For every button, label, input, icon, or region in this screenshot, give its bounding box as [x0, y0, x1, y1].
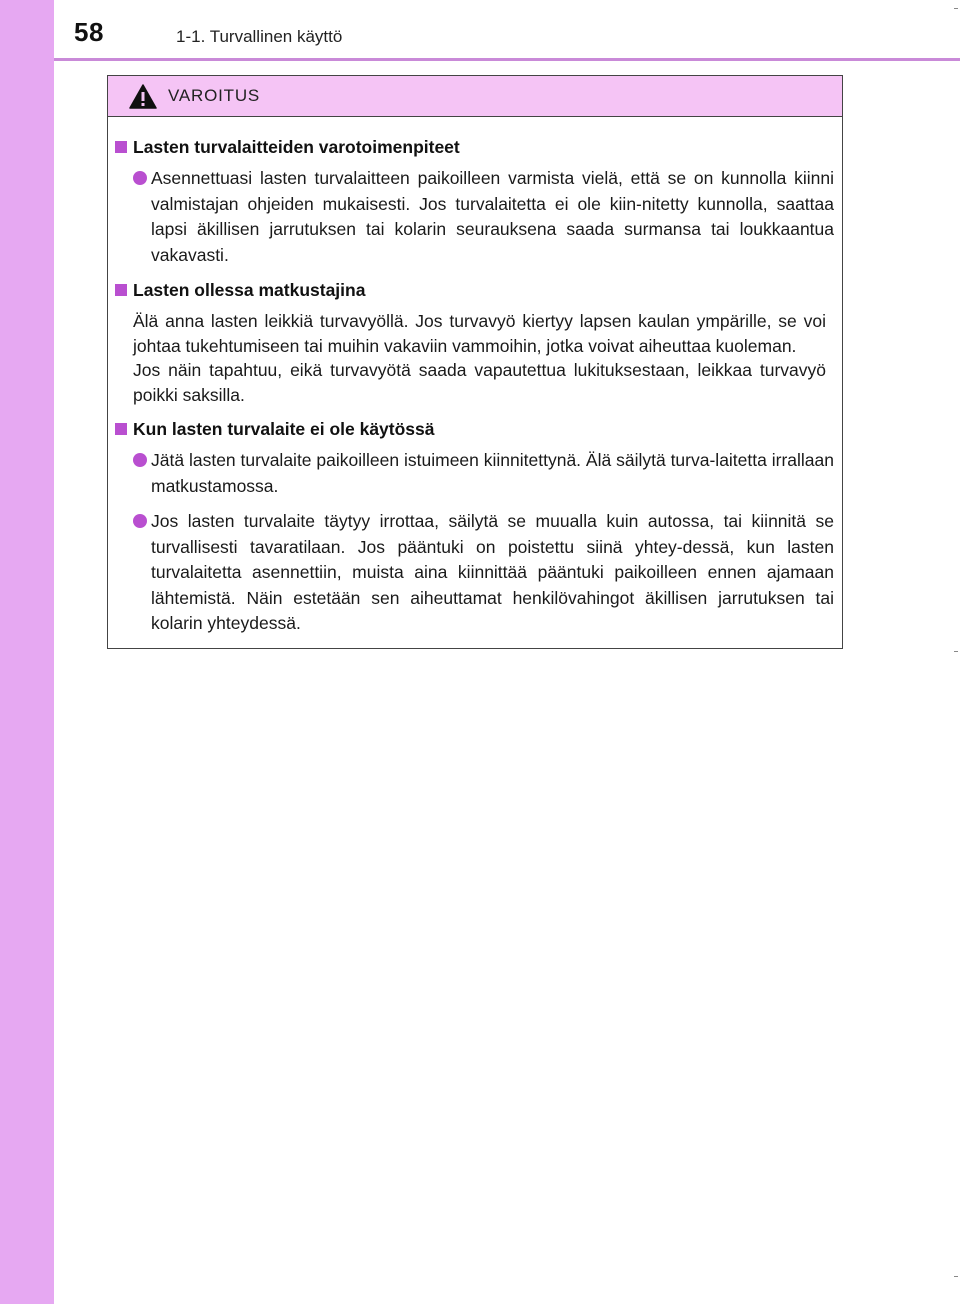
warning-label: VAROITUS: [168, 86, 261, 105]
crop-mark: [954, 651, 958, 652]
crop-mark: [954, 1276, 958, 1277]
warning-header: [108, 76, 842, 117]
paragraph: Älä anna lasten leikkiä turvavyöllä. Jos turvavyö kiertyy lapsen kaulan ympärille, se voi johtaa tukehtumiseen tai muihin vakaviin vammoihin, jotka voivat aiheuttaa kuoleman.: [133, 311, 826, 356]
section-title: 1-1. Turvallinen käyttö: [176, 27, 343, 46]
header-rule: [54, 58, 960, 61]
section-heading: Lasten ollessa matkustajina: [108, 278, 842, 302]
section-heading: Lasten turvalaitteiden varotoimenpiteet: [108, 135, 842, 159]
bullet-item: Asennettuasi lasten turvalaitteen paikoilleen varmista vielä, että se on kunnolla kiinni valmistajan ohjeiden mukaisesti. Jos turvalaitetta ei ole kiin-nitetty kunnolla, saattaa lapsi äkillisen jarrutuksen tai kolarin seurauksena saada surmansa tai loukkaantua vakavasti.: [108, 166, 842, 268]
crop-mark: [954, 8, 958, 9]
warning-content: [108, 117, 842, 637]
bullet-item: Jos lasten turvalaite täytyy irrottaa, säilytä se muualla kuin autossa, tai kiinnitä se turvallisesti tavaratilaan. Jos pääntuki on poistettu siinä yhtey-dessä, kun lasten turvalaitetta asennettiin, muista aina kiinnittää pääntuki paikoilleen ennen ajamaan lähtemistä. Näin estetään sen aiheuttamat henkilövahingot äkillisen jarrutuksen tai kolarin yhteydessä.: [108, 509, 842, 637]
warning-triangle-icon: [129, 84, 157, 109]
bullet-item: Jätä lasten turvalaite paikoilleen istuimeen kiinnitettynä. Älä säilytä turva-laitetta irrallaan matkustamossa.: [108, 448, 842, 499]
page-number: 58: [74, 17, 104, 47]
section-heading: Kun lasten turvalaite ei ole käytössä: [108, 417, 842, 441]
side-color-band: [0, 0, 54, 1304]
paragraph-block: [108, 309, 842, 407]
paragraph: Jos näin tapahtuu, eikä turvavyötä saada vapautettua lukituksestaan, leikkaa turvavyö poikki saksilla.: [133, 360, 826, 405]
warning-box: [107, 75, 843, 649]
